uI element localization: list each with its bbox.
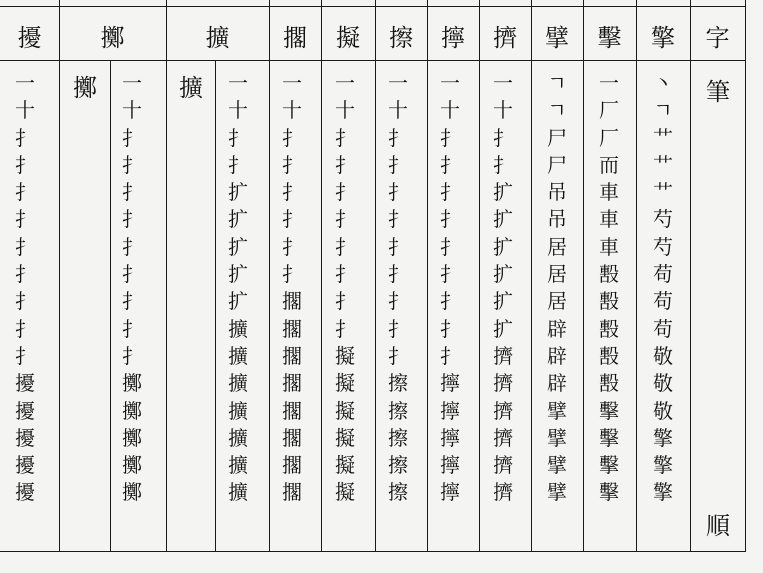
stroke-step: 擴 — [228, 425, 248, 450]
stroke-step: 扌 — [122, 152, 142, 177]
stroke-step: 擊 — [599, 425, 619, 450]
stroke-step: 車 — [599, 234, 619, 259]
stroke-step: 居 — [547, 262, 567, 287]
stroke-step: 扌 — [388, 289, 408, 314]
header-char-ni: 擬 — [336, 24, 360, 52]
stroke-step: 擴 — [228, 398, 248, 423]
stroke-step: 扌 — [440, 207, 460, 232]
stroke-step: 擰 — [440, 453, 460, 478]
stroke-step: 丶 — [653, 71, 673, 95]
stroke-step: 扩 — [493, 289, 513, 314]
stroke-step: 擾 — [15, 480, 35, 505]
stroke-step: 擾 — [15, 371, 35, 396]
divider — [583, 0, 584, 551]
stroke-step: 擲 — [122, 425, 142, 450]
stroke-step: 車 — [599, 180, 619, 205]
stroke-step: ㄱ — [547, 71, 567, 95]
stroke-step: 敬 — [653, 343, 673, 368]
stroke-step: 十 — [335, 98, 355, 123]
stroke-step: 扩 — [493, 262, 513, 287]
stroke-step: 十 — [388, 98, 408, 123]
stroke-step: 擰 — [440, 398, 460, 423]
stroke-step: 擊 — [599, 398, 619, 423]
stroke-step: 扌 — [335, 125, 355, 150]
right-border — [745, 0, 746, 551]
stroke-step: 扌 — [15, 316, 35, 341]
stroke-step: 擦 — [388, 398, 408, 423]
stroke-step: 扌 — [15, 125, 35, 150]
stroke-step: 擲 — [122, 480, 142, 505]
stroke-step: 扩 — [228, 180, 248, 205]
stroke-step: 扌 — [440, 125, 460, 150]
stroke-step: 厂 — [599, 98, 619, 123]
stroke-step: 扌 — [122, 234, 142, 259]
steps-column-kuo — [218, 70, 258, 507]
divider — [479, 0, 480, 551]
divider — [690, 0, 691, 551]
steps-column-ge — [272, 70, 312, 507]
stroke-step: 扌 — [388, 234, 408, 259]
stroke-step: 扌 — [388, 316, 408, 341]
stroke-step: 扩 — [493, 180, 513, 205]
stroke-step: 扌 — [440, 234, 460, 259]
stroke-step: 吊 — [547, 207, 567, 232]
stroke-step: 擦 — [388, 425, 408, 450]
stroke-step: 辟 — [547, 316, 567, 341]
header-char-qing: 擎 — [651, 24, 675, 52]
stroke-step: 擦 — [388, 453, 408, 478]
stroke-step: 扩 — [493, 234, 513, 259]
divider — [321, 0, 322, 551]
divider — [427, 0, 428, 551]
stroke-step: 扌 — [440, 152, 460, 177]
stroke-step: 扌 — [15, 289, 35, 314]
stroke-step: 扌 — [335, 262, 355, 287]
stroke-step: 扩 — [228, 289, 248, 314]
header-char-zhi: 擲 — [100, 24, 125, 52]
stroke-step: 扌 — [122, 180, 142, 205]
stroke-step: 擱 — [282, 425, 302, 450]
stroke-step: 扌 — [440, 262, 460, 287]
stroke-step: 扌 — [388, 343, 408, 368]
stroke-step: 毄 — [599, 343, 619, 368]
stroke-step: 擱 — [282, 289, 302, 314]
stroke-step: 尸 — [547, 152, 567, 177]
stroke-step: 一 — [228, 71, 248, 95]
label-stroke: 筆 — [706, 78, 730, 106]
stroke-step: 毄 — [599, 289, 619, 314]
stroke-step: 扌 — [335, 152, 355, 177]
header-char-ge: 擱 — [283, 24, 307, 52]
stroke-step: 扩 — [228, 262, 248, 287]
stroke-step: 扌 — [15, 180, 35, 205]
stroke-step: 擎 — [653, 425, 673, 450]
stroke-step: 擰 — [440, 480, 460, 505]
stroke-step: 十 — [122, 98, 142, 123]
stroke-step: 擾 — [15, 425, 35, 450]
stroke-step: 擘 — [547, 398, 567, 423]
stroke-step: 扌 — [282, 152, 302, 177]
stroke-step: 扌 — [335, 234, 355, 259]
stroke-step: 扌 — [388, 152, 408, 177]
stroke-step: 尸 — [547, 125, 567, 150]
stroke-step: 艹 — [653, 125, 673, 150]
stroke-step: 扌 — [282, 180, 302, 205]
stroke-step: 擠 — [493, 343, 513, 368]
header-char-ji: 擠 — [493, 24, 517, 52]
steps-column-ni — [325, 70, 365, 507]
stroke-step: 擠 — [493, 371, 513, 396]
stroke-step: 扩 — [228, 207, 248, 232]
stroke-step: 扌 — [122, 125, 142, 150]
stroke-step: 辟 — [547, 343, 567, 368]
stroke-step: 擬 — [335, 453, 355, 478]
steps-column-ning — [430, 70, 470, 507]
stroke-step: 擊 — [599, 480, 619, 505]
stroke-step: 擬 — [335, 343, 355, 368]
stroke-step: 扌 — [388, 262, 408, 287]
stroke-step: 一 — [15, 71, 35, 95]
stroke-step: 扌 — [15, 152, 35, 177]
stroke-step: 艹 — [653, 152, 673, 177]
stroke-step: 擬 — [335, 371, 355, 396]
stroke-step: 擾 — [15, 453, 35, 478]
stroke-step: 十 — [440, 98, 460, 123]
stroke-step: 擦 — [388, 480, 408, 505]
stroke-step: 扌 — [493, 125, 513, 150]
stroke-step: 扌 — [122, 316, 142, 341]
stroke-step: 擬 — [335, 480, 355, 505]
divider — [110, 60, 111, 551]
stroke-step: ㄱ — [547, 98, 567, 123]
stroke-step: 吊 — [547, 180, 567, 205]
steps-column-ji — [483, 70, 523, 507]
stroke-step: 擬 — [335, 425, 355, 450]
stroke-step: 扌 — [440, 289, 460, 314]
stroke-step: 十 — [15, 98, 35, 123]
stroke-step: 擰 — [440, 425, 460, 450]
stroke-step: ㄱ — [653, 98, 673, 123]
stroke-step: 擴 — [228, 480, 248, 505]
stroke-step: 毄 — [599, 371, 619, 396]
steps-column-zhi — [112, 70, 152, 507]
stroke-step: 擠 — [493, 398, 513, 423]
stroke-step: 擲 — [122, 371, 142, 396]
stroke-step: 扌 — [493, 152, 513, 177]
header-divider — [0, 60, 746, 61]
stroke-step: 擴 — [228, 343, 248, 368]
stroke-step: 居 — [547, 234, 567, 259]
top-border — [0, 6, 746, 7]
stroke-step: 擠 — [493, 480, 513, 505]
stroke-step: 芍 — [653, 207, 673, 232]
stroke-step: 扌 — [122, 262, 142, 287]
stroke-step: 扌 — [335, 180, 355, 205]
stroke-step: 擴 — [228, 371, 248, 396]
stroke-step: 擬 — [335, 398, 355, 423]
divider — [166, 0, 167, 551]
stroke-step: 擱 — [282, 316, 302, 341]
stroke-step: 苟 — [653, 262, 673, 287]
stroke-step: 扌 — [282, 262, 302, 287]
divider — [59, 0, 60, 551]
stroke-step: 擱 — [282, 398, 302, 423]
stroke-step: 扌 — [335, 289, 355, 314]
sample-char-zhi: 擲 — [73, 74, 97, 102]
stroke-step: 扌 — [282, 125, 302, 150]
stroke-step: 一 — [122, 71, 142, 95]
stroke-step: 扌 — [15, 343, 35, 368]
stroke-step: 扌 — [15, 262, 35, 287]
stroke-step: 擠 — [493, 425, 513, 450]
stroke-step: 扌 — [388, 180, 408, 205]
steps-column-ji2 — [589, 70, 629, 507]
stroke-step: 一 — [388, 71, 408, 95]
stroke-step: 扌 — [440, 316, 460, 341]
stroke-step: 擲 — [122, 453, 142, 478]
header-char-ca: 擦 — [389, 24, 413, 52]
stroke-step: 擘 — [547, 425, 567, 450]
stroke-step: 辟 — [547, 371, 567, 396]
stroke-step: 毄 — [599, 262, 619, 287]
stroke-step: 擾 — [15, 398, 35, 423]
stroke-step: 扌 — [440, 343, 460, 368]
stroke-step: 而 — [599, 152, 619, 177]
stroke-step: 擦 — [388, 371, 408, 396]
stroke-step: 一 — [335, 71, 355, 95]
stroke-step: 擴 — [228, 453, 248, 478]
stroke-step: 扌 — [122, 207, 142, 232]
steps-column-qing — [643, 70, 683, 507]
stroke-step: 艹 — [653, 180, 673, 205]
stroke-step: 十 — [228, 98, 248, 123]
stroke-step: 扌 — [388, 207, 408, 232]
stroke-step: 芍 — [653, 234, 673, 259]
stroke-step: 擱 — [282, 480, 302, 505]
stroke-step: 居 — [547, 289, 567, 314]
stroke-step: 擰 — [440, 371, 460, 396]
stroke-step: 擘 — [547, 480, 567, 505]
stroke-step: 一 — [599, 71, 619, 95]
divider — [375, 0, 376, 551]
stroke-step: 十 — [493, 98, 513, 123]
stroke-step: 扌 — [15, 234, 35, 259]
stroke-step: 扌 — [388, 125, 408, 150]
steps-column-rao — [5, 70, 45, 507]
stroke-step: 扌 — [228, 125, 248, 150]
stroke-step: 車 — [599, 207, 619, 232]
stroke-step: 一 — [282, 71, 302, 95]
sample-char-kuo: 擴 — [179, 74, 203, 102]
stroke-step: 扌 — [282, 207, 302, 232]
stroke-step: 毄 — [599, 316, 619, 341]
stroke-step: 擱 — [282, 343, 302, 368]
stroke-step: 扌 — [335, 316, 355, 341]
stroke-step: 擠 — [493, 453, 513, 478]
header-char-rao: 擾 — [17, 24, 42, 52]
stroke-step: 擱 — [282, 453, 302, 478]
stroke-step: 擱 — [282, 371, 302, 396]
stroke-step: 扌 — [122, 343, 142, 368]
divider — [531, 0, 532, 551]
stroke-step: 扌 — [282, 234, 302, 259]
stroke-step: 敬 — [653, 398, 673, 423]
stroke-step: 扌 — [122, 289, 142, 314]
divider — [269, 0, 270, 551]
stroke-step: 扌 — [228, 152, 248, 177]
divider — [636, 0, 637, 551]
steps-column-bo — [537, 70, 577, 507]
stroke-step: 一 — [493, 71, 513, 95]
stroke-step: 扩 — [493, 207, 513, 232]
divider — [215, 60, 216, 551]
stroke-step: 擎 — [653, 480, 673, 505]
stroke-step: 擎 — [653, 453, 673, 478]
header-char-ning: 擰 — [441, 24, 465, 52]
stroke-step: 一 — [440, 71, 460, 95]
header-char-ji2: 擊 — [597, 24, 622, 52]
stroke-step: 苟 — [653, 316, 673, 341]
stroke-step: 扌 — [335, 207, 355, 232]
stroke-step: 扩 — [228, 234, 248, 259]
stroke-step: 擲 — [122, 398, 142, 423]
stroke-step: 扌 — [15, 207, 35, 232]
stroke-step: 敬 — [653, 371, 673, 396]
stroke-step: 擊 — [599, 453, 619, 478]
stroke-step: 擴 — [228, 316, 248, 341]
steps-column-ca — [378, 70, 418, 507]
stroke-step: 厂 — [599, 125, 619, 150]
header-char-kuo: 擴 — [205, 24, 230, 52]
header-char-zi: 字 — [705, 24, 730, 52]
stroke-step: 十 — [282, 98, 302, 123]
stroke-step: 苟 — [653, 289, 673, 314]
label-order: 順 — [706, 512, 730, 540]
header-char-bo: 擘 — [545, 24, 569, 52]
stroke-step: 扌 — [440, 180, 460, 205]
stroke-step: 擘 — [547, 453, 567, 478]
bottom-border — [0, 551, 746, 552]
stroke-step: 扩 — [493, 316, 513, 341]
